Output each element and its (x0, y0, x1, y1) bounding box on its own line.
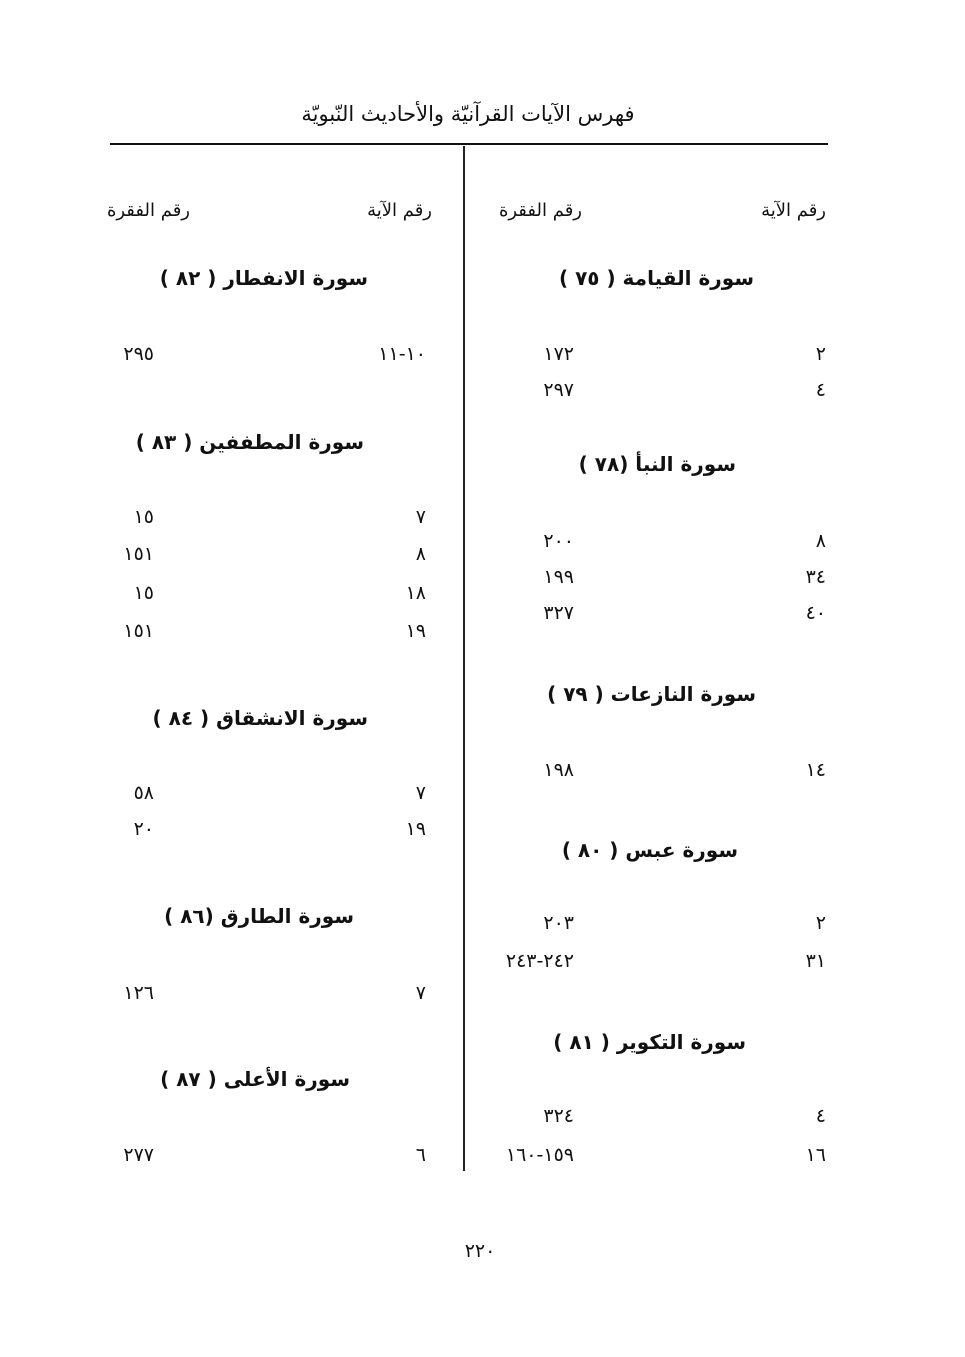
paragraph-number: ٢٩٥ (123, 343, 154, 365)
paragraph-number: ٢٠ (133, 818, 154, 840)
sura-heading: سورة التكوير ( ٨١ ) (553, 1030, 746, 1054)
paragraph-number: ١٧٢ (543, 343, 574, 365)
sura-heading: سورة النبأ (٧٨ ) (578, 452, 736, 476)
sura-heading: سورة القيامة ( ٧٥ ) (558, 266, 754, 290)
aya-number: ١٨ (405, 582, 426, 604)
index-row (100, 582, 440, 610)
index-row (490, 566, 830, 594)
sura-heading: سورة الانفطار ( ٨٢ ) (159, 266, 368, 290)
index-row (100, 620, 440, 648)
sura-heading: سورة النازعات ( ٧٩ ) (547, 682, 756, 706)
index-row (100, 543, 440, 571)
page-number: ٢٢٠ (464, 1240, 496, 1262)
index-row (490, 1144, 830, 1172)
paragraph-number: ٢٤٢-٢٤٣ (505, 950, 574, 972)
aya-number: ١٦ (805, 1144, 826, 1166)
index-row (100, 982, 440, 1010)
column-divider (463, 146, 465, 1171)
paragraph-number: ٣٢٤ (543, 1105, 574, 1127)
index-row (490, 379, 830, 407)
index-row (490, 343, 830, 371)
paragraph-number: ١٥ (133, 582, 154, 604)
paragraph-number: ٥٨ (133, 782, 154, 804)
index-row (490, 530, 830, 558)
aya-number: ٨ (415, 543, 426, 565)
index-row (490, 1105, 830, 1133)
aya-number: ٦ (415, 1144, 426, 1166)
index-row (490, 950, 830, 978)
paragraph-number: ١٥٩-١٦٠ (505, 1144, 574, 1166)
column-header-paragraph-number: رقم الفقرة (106, 200, 190, 221)
paragraph-number: ١٢٦ (123, 982, 154, 1004)
paragraph-number: ١٩٩ (543, 566, 574, 588)
sura-heading: سورة الأعلى ( ٨٧ ) (160, 1067, 350, 1091)
index-row (100, 1144, 440, 1172)
aya-number: ٢ (815, 343, 826, 365)
paragraph-number: ١٥١ (123, 620, 154, 642)
index-row (490, 912, 830, 940)
paragraph-number: ١٥ (133, 506, 154, 528)
page-header-title: فهرس الآيات القرآنيّة والأحاديث النّبويّة (301, 102, 635, 126)
header-rule (110, 143, 828, 145)
sura-heading: سورة عبس ( ٨٠ ) (561, 838, 738, 862)
paragraph-number: ٢٠٠ (543, 530, 574, 552)
aya-number: ٣٤ (805, 566, 826, 588)
aya-number: ٤ (815, 1105, 826, 1127)
aya-number: ١٤ (805, 759, 826, 781)
aya-number: ٧ (415, 782, 426, 804)
sura-heading: سورة الطارق (٨٦ ) (164, 904, 354, 928)
column-header-aya-number: رقم الآية (367, 200, 432, 221)
column-header-aya-number: رقم الآية (761, 200, 826, 221)
sura-heading: سورة الانشقاق ( ٨٤ ) (152, 706, 368, 730)
paragraph-number: ١٩٨ (543, 759, 574, 781)
index-row (490, 602, 830, 630)
aya-number: ٧ (415, 982, 426, 1004)
index-row (100, 343, 440, 371)
paragraph-number: ٢٩٧ (543, 379, 574, 401)
aya-number: ٧ (415, 506, 426, 528)
paragraph-number: ٢٠٣ (543, 912, 574, 934)
paragraph-number: ٢٧٧ (123, 1144, 154, 1166)
sura-heading: سورة المطففين ( ٨٣ ) (135, 430, 364, 454)
index-row (490, 759, 830, 787)
aya-number: ٢ (815, 912, 826, 934)
index-row (100, 818, 440, 846)
index-row (100, 782, 440, 810)
aya-number: ٤٠ (805, 602, 826, 624)
index-row (100, 506, 440, 534)
column-header-paragraph-number: رقم الفقرة (498, 200, 582, 221)
aya-number: ٣١ (805, 950, 826, 972)
aya-number: ١٩ (405, 818, 426, 840)
paragraph-number: ٣٢٧ (543, 602, 574, 624)
aya-number: ١٩ (405, 620, 426, 642)
paragraph-number: ١٥١ (123, 543, 154, 565)
aya-number: ٤ (815, 379, 826, 401)
aya-number: ٨ (815, 530, 826, 552)
aya-number: ١٠-١١ (378, 343, 426, 365)
